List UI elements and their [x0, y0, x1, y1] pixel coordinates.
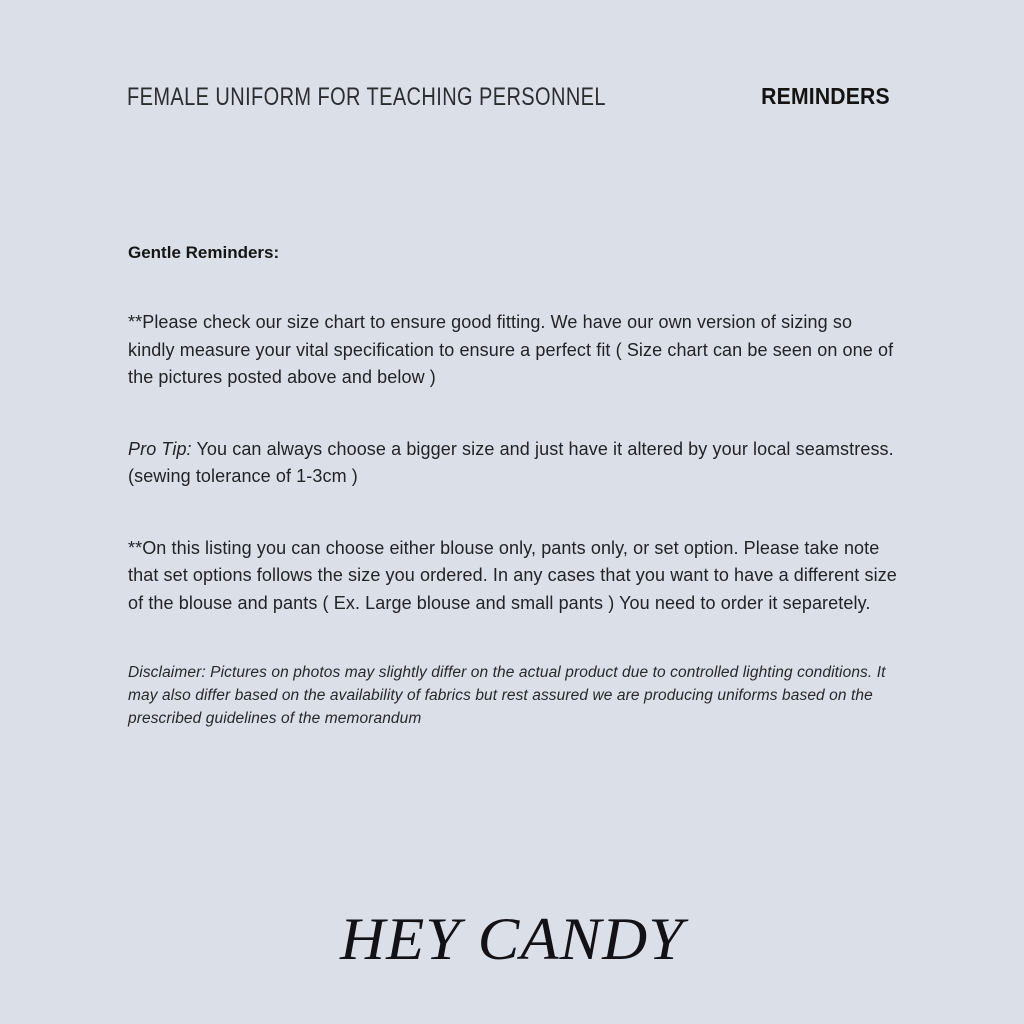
- reminders-content: [128, 243, 900, 730]
- gentle-reminders-heading: Gentle Reminders:: [128, 243, 280, 262]
- size-chart-note: **Please check our size chart to ensure good fitting. We have our own version of sizing so kindly measure your vital specification to ensure a perfect fit ( Size chart can be seen on one of the pictures posted above and below ): [128, 312, 894, 387]
- ordering-note: **On this listing you can choose either blouse only, pants only, or set option. Please take note that set options follows the size you ordered. In any cases that you want to have a different size of the blouse and pants ( Ex. Large blouse and small pants ) You need to order it separetely.: [128, 537, 897, 613]
- page-title: FEMALE UNIFORM FOR TEACHING PERSONNEL: [127, 83, 606, 111]
- brand-logo: HEY CANDY: [340, 906, 684, 972]
- pro-tip-text: You can always choose a bigger size and just have it altered by your local seamstress. (sewing tolerance of 1-3cm ): [128, 438, 894, 486]
- pro-tip-note: [128, 436, 900, 491]
- section-label: REMINDERS: [761, 83, 890, 109]
- disclaimer-text: Disclaimer: Pictures on photos may slightly differ on the actual product due to controlled lighting conditions. It may also differ based on the availability of fabrics but rest assured we are producing uniforms based on the prescribed guidelines of the memorandum: [128, 664, 886, 727]
- pro-tip-label: Pro Tip:: [128, 438, 192, 459]
